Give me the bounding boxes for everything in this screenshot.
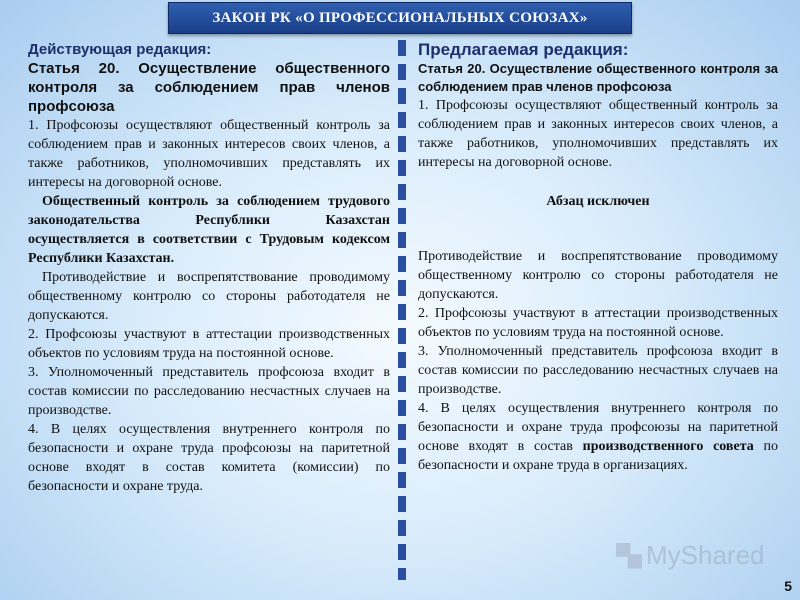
proposed-edition-heading: Предлагаемая редакция: — [418, 40, 629, 59]
proposed-paragraph-1: 1. Профсоюзы осуществляют общественный контроль за соблюдением прав и законных интересов своих членов, а также работников, уполномочивших представлять их интересы на договорной основе. — [418, 98, 778, 170]
watermark-logo-icon — [616, 543, 642, 569]
slide-title: ЗАКОН РК «О ПРОФЕССИОНАЛЬНЫХ СОЮЗАХ» — [212, 9, 588, 26]
paragraph-excluded-note: Абзац исключен — [546, 194, 650, 209]
spacer — [418, 211, 778, 247]
current-paragraph-5: 3. Уполномоченный представитель профсоюза входит в состав комиссии по расследованию несчастных случаев на производстве. — [28, 365, 390, 418]
current-edition-heading: Действующая редакция: — [28, 41, 212, 58]
current-paragraph-2: Общественный контроль за соблюдением трудового законодательства Республики Казахстан осуществляется в соответствии с Трудовым кодексом Республики Казахстан. — [28, 194, 390, 266]
watermark-text: MyShared — [646, 540, 765, 570]
current-paragraph-1: 1. Профсоюзы осуществляют общественный контроль за соблюдением прав и законных интересов своих членов, а также работников, уполномочивших представлять их интересы на договорной основе. — [28, 118, 390, 190]
proposed-paragraph-6 — [418, 399, 778, 475]
current-paragraph-4: 2. Профсоюзы участвуют в аттестации производственных объектов по условиям труда на постоянной основе. — [28, 327, 390, 361]
watermark — [616, 540, 765, 571]
current-edition-column — [28, 40, 390, 496]
spacer — [418, 172, 778, 192]
current-article-title: Статья 20. Осуществление общественного контроля за соблюдением прав членов профсоюза — [28, 60, 390, 115]
proposed-paragraph-3: Противодействие и воспрепятствование проводимому общественному контролю со стороны работодателя не допускаются. — [418, 249, 778, 302]
proposed-paragraph-5: 3. Уполномоченный представитель профсоюза входит в состав комиссии по расследованию несчастных случаев на производстве. — [418, 344, 778, 397]
proposed-paragraph-4: 2. Профсоюзы участвуют в аттестации производственных объектов по условиям труда на постоянной основе. — [418, 306, 778, 340]
current-paragraph-3: Противодействие и воспрепятствование проводимому общественному контролю со стороны работодателя не допускаются. — [28, 270, 390, 323]
proposed-paragraph-6-end: по безопасности и охране труда в организациях. — [418, 439, 778, 473]
proposed-paragraph-6-start: 4. В целях осуществления внутреннего контроля по безопасности и охране труда профсоюзы на паритетной основе входят в состав — [418, 401, 778, 454]
page-number: 5 — [784, 578, 792, 594]
current-paragraph-6: 4. В целях осуществления внутреннего контроля по безопасности и охране труда профсоюзы на паритетной основе входят в состав комитета (комиссии) по безопасности и охране труда. — [28, 422, 390, 494]
column-divider — [398, 40, 406, 580]
proposed-paragraph-6-bold: производственного совета — [582, 439, 754, 454]
title-bar — [168, 2, 632, 34]
proposed-article-title: Статья 20. Осуществление общественного контроля за соблюдением прав членов профсоюза — [418, 61, 778, 94]
proposed-edition-column — [418, 40, 778, 475]
